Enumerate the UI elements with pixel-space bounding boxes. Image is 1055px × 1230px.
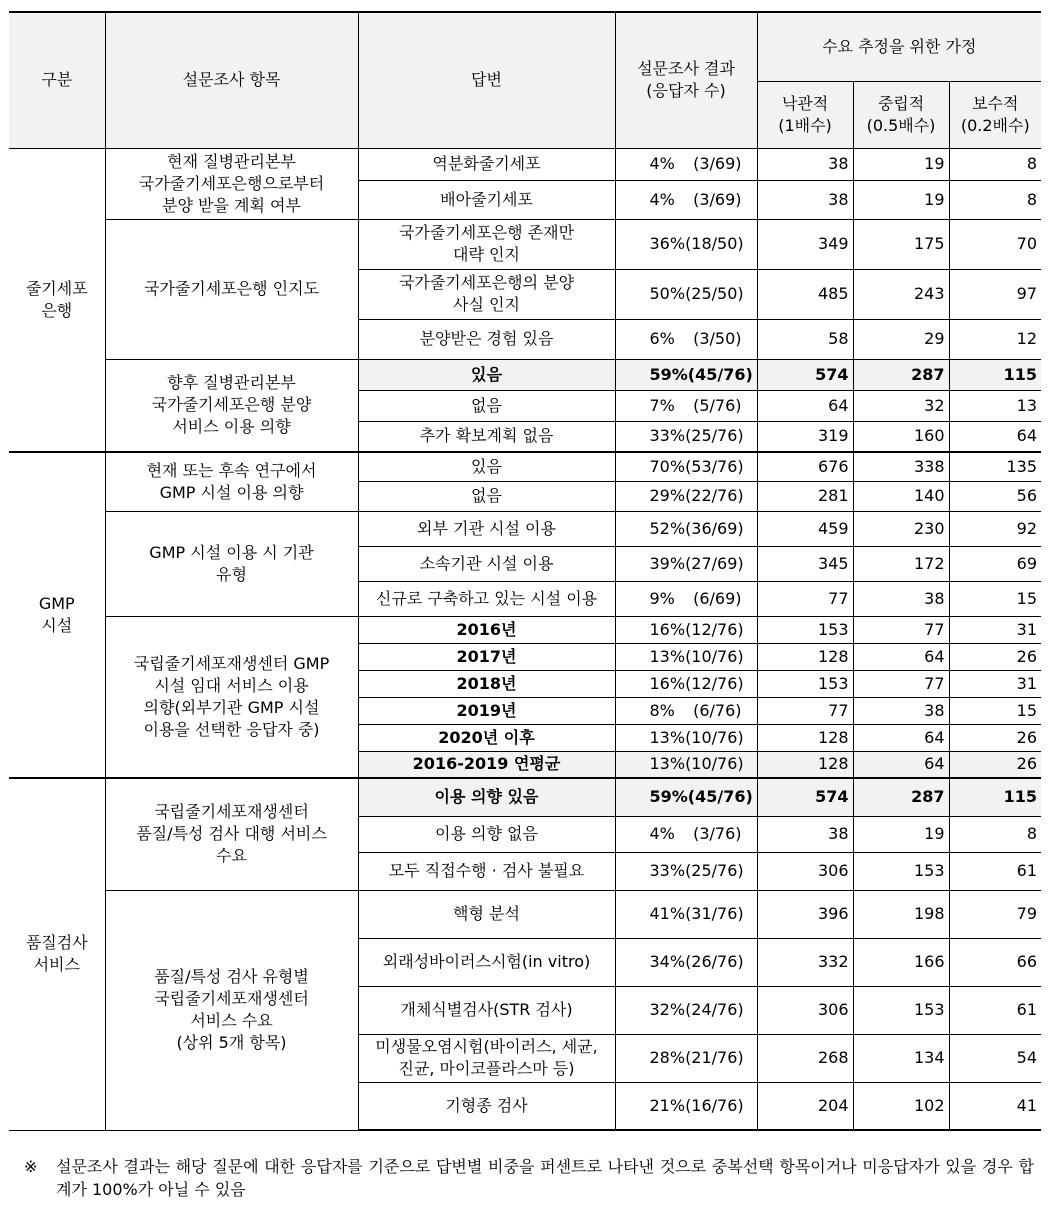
result-count: (16/76) <box>685 1095 744 1115</box>
conservative-value: 115 <box>949 359 1041 390</box>
result-count: (21/76) <box>685 1048 744 1067</box>
result-cell <box>615 751 757 778</box>
result-cell <box>615 852 757 890</box>
item-gmp-rent: 국립줄기세포재생센터 GMP 시설 임대 서비스 이용 의향(외부기관 GMP 시설 이용을 선택한 응답자 중) <box>105 616 358 778</box>
header-neutral-line2: (0.5배수) <box>866 115 936 135</box>
result-percent: 41% <box>649 904 686 923</box>
result-percent: 52% <box>649 518 686 538</box>
answer-cell: 외래성바이러스시험(in vitro) <box>358 938 615 986</box>
result-cell <box>615 546 757 581</box>
neutral-value: 29 <box>853 319 949 359</box>
answer-cell: 개체식별검사(STR 검사) <box>358 986 615 1034</box>
result-cell <box>615 319 757 359</box>
table-row <box>9 890 1041 938</box>
header-conservative <box>949 81 1041 148</box>
result-percent: 59% <box>649 364 688 384</box>
result-cell <box>615 219 757 269</box>
result-count: (12/76) <box>685 619 744 639</box>
result-count: (45/76) <box>687 364 753 384</box>
result-cell <box>615 670 757 697</box>
optimistic-value: 153 <box>757 670 853 697</box>
table-row <box>9 452 1041 481</box>
neutral-value: 175 <box>853 219 949 269</box>
conservative-value: 26 <box>949 724 1041 751</box>
conservative-value: 8 <box>949 816 1041 852</box>
answer-cell: 2019년 <box>358 697 615 724</box>
header-result-line2: (응답자 수) <box>646 81 726 101</box>
answer-cell: 추가 확보계획 없음 <box>358 421 615 452</box>
item-gmp-use: 현재 또는 후속 연구에서 GMP 시설 이용 의향 <box>105 452 358 511</box>
neutral-value: 64 <box>853 751 949 778</box>
neutral-value: 19 <box>853 816 949 852</box>
note-mark: ※ <box>24 1157 38 1176</box>
conservative-value: 115 <box>949 778 1041 816</box>
answer-cell: 없음 <box>358 481 615 511</box>
result-count: (25/76) <box>685 426 744 446</box>
result-count: (18/50) <box>685 234 744 253</box>
answer-cell: 기형종 검사 <box>358 1082 615 1130</box>
conservative-value: 79 <box>949 890 1041 938</box>
conservative-value: 92 <box>949 511 1041 546</box>
result-percent: 16% <box>649 673 686 693</box>
result-cell <box>615 581 757 616</box>
header-result <box>615 12 757 148</box>
conservative-value: 70 <box>949 219 1041 269</box>
table-row <box>9 148 1041 180</box>
conservative-value: 41 <box>949 1082 1041 1130</box>
answer-cell: 2020년 이후 <box>358 724 615 751</box>
result-cell <box>615 816 757 852</box>
result-percent: 70% <box>649 456 686 476</box>
conservative-value: 31 <box>949 670 1041 697</box>
result-count: (3/69) <box>693 189 742 209</box>
header-result-line1: 설문조사 결과 <box>637 59 735 79</box>
answer-cell: 이용 의향 있음 <box>358 778 615 816</box>
item-qc-demand: 국립줄기세포재생센터 품질/특성 검사 대행 서비스 수요 <box>105 778 358 890</box>
result-count: (25/76) <box>685 861 744 880</box>
neutral-value: 38 <box>853 581 949 616</box>
conservative-value: 12 <box>949 319 1041 359</box>
result-percent: 13% <box>649 754 686 774</box>
result-cell <box>615 643 757 670</box>
neutral-value: 134 <box>853 1034 949 1082</box>
optimistic-value: 306 <box>757 986 853 1034</box>
optimistic-value: 349 <box>757 219 853 269</box>
result-percent: 33% <box>649 426 686 446</box>
optimistic-value: 459 <box>757 511 853 546</box>
conservative-value: 15 <box>949 581 1041 616</box>
neutral-value: 153 <box>853 852 949 890</box>
answer-cell: 신규로 구축하고 있는 시설 이용 <box>358 581 615 616</box>
optimistic-value: 204 <box>757 1082 853 1130</box>
answer-cell: 모두 직접수행 · 검사 불필요 <box>358 852 615 890</box>
answer-cell: 2017년 <box>358 643 615 670</box>
answer-cell: 2016년 <box>358 616 615 643</box>
conservative-value: 26 <box>949 751 1041 778</box>
answer-cell: 없음 <box>358 390 615 421</box>
neutral-value: 172 <box>853 546 949 581</box>
result-cell <box>615 390 757 421</box>
optimistic-value: 676 <box>757 452 853 481</box>
conservative-value: 15 <box>949 697 1041 724</box>
optimistic-value: 574 <box>757 778 853 816</box>
neutral-value: 102 <box>853 1082 949 1130</box>
result-percent: 21% <box>649 1095 686 1115</box>
neutral-value: 243 <box>853 269 949 319</box>
survey-table <box>9 11 1041 1131</box>
answer-cell: 소속기관 시설 이용 <box>358 546 615 581</box>
result-cell <box>615 148 757 180</box>
footnote <box>24 1155 1034 1201</box>
neutral-value: 38 <box>853 697 949 724</box>
result-cell <box>615 890 757 938</box>
optimistic-value: 319 <box>757 421 853 452</box>
header-optimistic <box>757 81 853 148</box>
conservative-value: 54 <box>949 1034 1041 1082</box>
result-percent: 9% <box>649 588 675 608</box>
header-optimistic-line1: 낙관적 <box>781 93 829 113</box>
result-count: (22/76) <box>685 486 744 505</box>
optimistic-value: 281 <box>757 481 853 511</box>
result-percent: 59% <box>649 787 688 807</box>
table-row <box>9 219 1041 269</box>
header-optimistic-line2: (1배수) <box>778 115 832 135</box>
result-count: (10/76) <box>685 754 744 774</box>
optimistic-value: 77 <box>757 697 853 724</box>
result-cell <box>615 1034 757 1082</box>
answer-cell: 국가줄기세포은행 존재만 대략 인지 <box>358 219 615 269</box>
header-conservative-line2: (0.2배수) <box>960 115 1030 135</box>
result-count: (25/50) <box>685 284 744 303</box>
neutral-value: 160 <box>853 421 949 452</box>
result-cell <box>615 511 757 546</box>
optimistic-value: 38 <box>757 180 853 219</box>
header-answer: 답변 <box>358 12 615 148</box>
item-awareness: 국가줄기세포은행 인지도 <box>105 219 358 359</box>
result-count: (3/69) <box>693 154 742 173</box>
optimistic-value: 396 <box>757 890 853 938</box>
item-gmp-type: GMP 시설 이용 시 기관 유형 <box>105 511 358 616</box>
conservative-value: 64 <box>949 421 1041 452</box>
optimistic-value: 128 <box>757 724 853 751</box>
result-percent: 6% <box>649 329 675 348</box>
result-percent: 16% <box>649 619 686 639</box>
optimistic-value: 306 <box>757 852 853 890</box>
optimistic-value: 268 <box>757 1034 853 1082</box>
neutral-value: 77 <box>853 616 949 643</box>
neutral-value: 166 <box>853 938 949 986</box>
result-percent: 4% <box>649 154 675 173</box>
result-count: (45/76) <box>687 787 753 807</box>
header-assumption: 수요 추정을 위한 가정 <box>757 12 1041 81</box>
category-gmp: GMP 시설 <box>9 452 105 778</box>
result-percent: 33% <box>649 861 686 880</box>
optimistic-value: 128 <box>757 643 853 670</box>
result-cell <box>615 986 757 1034</box>
neutral-value: 140 <box>853 481 949 511</box>
result-cell <box>615 452 757 481</box>
result-count: (3/50) <box>693 329 742 348</box>
header-item: 설문조사 항목 <box>105 12 358 148</box>
result-cell <box>615 269 757 319</box>
answer-cell: 역분화줄기세포 <box>358 148 615 180</box>
answer-cell: 핵형 분석 <box>358 890 615 938</box>
result-count: (10/76) <box>685 727 744 747</box>
result-percent: 4% <box>649 824 675 843</box>
conservative-value: 8 <box>949 180 1041 219</box>
conservative-value: 8 <box>949 148 1041 180</box>
result-percent: 28% <box>649 1048 686 1067</box>
conservative-value: 31 <box>949 616 1041 643</box>
result-percent: 13% <box>649 646 686 666</box>
table-row <box>9 359 1041 390</box>
result-percent: 13% <box>649 727 686 747</box>
table-row <box>9 616 1041 643</box>
optimistic-value: 345 <box>757 546 853 581</box>
optimistic-value: 77 <box>757 581 853 616</box>
optimistic-value: 485 <box>757 269 853 319</box>
answer-cell: 있음 <box>358 452 615 481</box>
result-percent: 39% <box>649 553 686 573</box>
table-body <box>9 148 1041 1130</box>
neutral-value: 19 <box>853 148 949 180</box>
conservative-value: 56 <box>949 481 1041 511</box>
answer-cell: 2016-2019 연평균 <box>358 751 615 778</box>
neutral-value: 287 <box>853 778 949 816</box>
neutral-value: 230 <box>853 511 949 546</box>
neutral-value: 287 <box>853 359 949 390</box>
answer-cell: 있음 <box>358 359 615 390</box>
result-percent: 8% <box>649 700 675 720</box>
neutral-value: 77 <box>853 670 949 697</box>
result-cell <box>615 359 757 390</box>
result-count: (31/76) <box>685 904 744 923</box>
optimistic-value: 332 <box>757 938 853 986</box>
optimistic-value: 38 <box>757 816 853 852</box>
answer-cell: 배아줄기세포 <box>358 180 615 219</box>
result-cell <box>615 481 757 511</box>
conservative-value: 61 <box>949 852 1041 890</box>
result-percent: 29% <box>649 486 686 505</box>
conservative-value: 69 <box>949 546 1041 581</box>
result-percent: 7% <box>649 395 675 415</box>
header-neutral-line1: 중립적 <box>877 93 925 113</box>
result-count: (24/76) <box>685 1000 744 1019</box>
optimistic-value: 153 <box>757 616 853 643</box>
neutral-value: 153 <box>853 986 949 1034</box>
result-count: (10/76) <box>685 646 744 666</box>
result-count: (5/76) <box>693 395 742 415</box>
table-row <box>9 778 1041 816</box>
result-cell <box>615 697 757 724</box>
result-cell <box>615 180 757 219</box>
optimistic-value: 64 <box>757 390 853 421</box>
optimistic-value: 38 <box>757 148 853 180</box>
result-count: (26/76) <box>685 952 744 971</box>
category-quality: 품질검사 서비스 <box>9 778 105 1130</box>
item-distribution-plan: 현재 질병관리본부 국가줄기세포은행으로부터 분양 받을 계획 여부 <box>105 148 358 219</box>
conservative-value: 26 <box>949 643 1041 670</box>
neutral-value: 64 <box>853 643 949 670</box>
item-future-use: 향후 질병관리본부 국가줄기세포은행 분양 서비스 이용 의향 <box>105 359 358 452</box>
neutral-value: 338 <box>853 452 949 481</box>
category-stem-bank: 줄기세포 은행 <box>9 148 105 452</box>
conservative-value: 97 <box>949 269 1041 319</box>
neutral-value: 32 <box>853 390 949 421</box>
result-percent: 34% <box>649 952 686 971</box>
result-cell <box>615 616 757 643</box>
result-cell <box>615 421 757 452</box>
optimistic-value: 58 <box>757 319 853 359</box>
result-count: (53/76) <box>685 456 744 476</box>
conservative-value: 61 <box>949 986 1041 1034</box>
note-text: 설문조사 결과는 해당 질문에 대한 응답자를 기준으로 답변별 비중을 퍼센트로 나타낸 것으로 중복선택 항목이거나 미응답자가 있을 경우 합계가 100%가 아닐 수 있음 <box>56 1157 1034 1199</box>
header-neutral <box>853 81 949 148</box>
answer-cell: 외부 기관 시설 이용 <box>358 511 615 546</box>
table-row <box>9 511 1041 546</box>
answer-cell: 2018년 <box>358 670 615 697</box>
header-category: 구분 <box>9 12 105 148</box>
answer-cell: 국가줄기세포은행의 분양 사실 인지 <box>358 269 615 319</box>
result-count: (6/76) <box>693 700 742 720</box>
answer-cell: 이용 의향 없음 <box>358 816 615 852</box>
item-qc-type: 품질/특성 검사 유형별 국립줄기세포재생센터 서비스 수요 (상위 5개 항목) <box>105 890 358 1130</box>
result-count: (36/69) <box>685 518 744 538</box>
result-percent: 4% <box>649 189 675 209</box>
answer-cell: 분양받은 경험 있음 <box>358 319 615 359</box>
result-cell <box>615 938 757 986</box>
header-conservative-line1: 보수적 <box>972 93 1019 113</box>
optimistic-value: 574 <box>757 359 853 390</box>
optimistic-value: 128 <box>757 751 853 778</box>
result-percent: 36% <box>649 234 686 253</box>
result-cell <box>615 1082 757 1130</box>
result-count: (6/69) <box>693 588 742 608</box>
neutral-value: 64 <box>853 724 949 751</box>
result-count: (3/76) <box>693 824 742 843</box>
neutral-value: 198 <box>853 890 949 938</box>
result-percent: 50% <box>649 284 686 303</box>
conservative-value: 135 <box>949 452 1041 481</box>
result-cell <box>615 724 757 751</box>
conservative-value: 13 <box>949 390 1041 421</box>
result-count: (27/69) <box>685 553 744 573</box>
answer-cell: 미생물오염시험(바이러스, 세균, 진균, 마이코플라스마 등) <box>358 1034 615 1082</box>
neutral-value: 19 <box>853 180 949 219</box>
result-percent: 32% <box>649 1000 686 1019</box>
result-cell <box>615 778 757 816</box>
conservative-value: 66 <box>949 938 1041 986</box>
result-count: (12/76) <box>685 673 744 693</box>
